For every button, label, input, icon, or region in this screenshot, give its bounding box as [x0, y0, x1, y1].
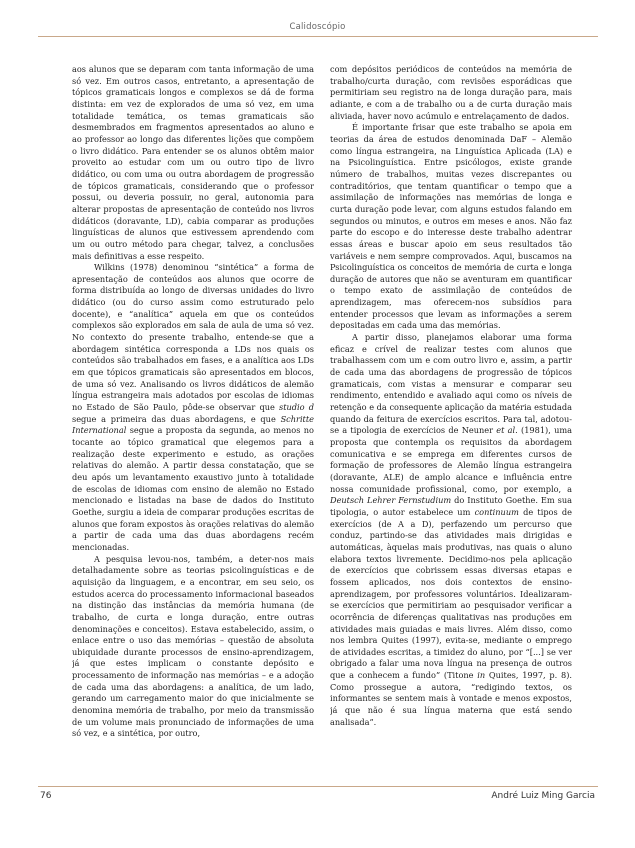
paragraph: aos alunos que se deparam com tanta informação de uma só vez. Em outros casos, entretanto, a apresentação de tópicos gramaticais longos e complexos se dá de forma distinta: em vez de explorados de uma só vez, em uma totalidade temática, os temas gramaticais são desmembrados em fragmentos apresentados ao aluno e ao professor ao longo das diferentes lições que compõem o livro didático. Para entender se os alunos obtêm maior proveito ao estudar com um ou outro tipo de livro didático, ou com uma ou outra abordagem de progressão de tópicos gramaticais, considerando que o professor possui, ou deveria possuir, no geral, autonomia para alterar propostas de apresentação de conteúdo nos livros didáticos (doravante, LD), cabia comparar as produções linguísticas de alunos que estivessem aprendendo com um ou outro método para chegar, talvez, a conclusões mais definitivas a esse respeito.	[72, 64, 314, 261]
text-run: segue a primeira das duas abordagens, e que	[72, 413, 281, 424]
text-run: A partir disso, planejamos elaborar uma forma eficaz e crível de realizar testes com alunos que trabalhassem com um e com outro livro e, assim, a partir de cada uma das abordagens de progressão de tópicos gramaticais, com vistas a mensurar e comparar seu rendimento, entendido e avaliado aqui como os níveis de retenção e da consequente aplicação da matéria estudada quando da feitura de exercícios escritos. Para tal, adotou-se a tipologia de exercícios de Neuner	[330, 332, 572, 436]
running-head: Calidoscópio	[289, 22, 346, 32]
book-title: Schritte International	[72, 413, 314, 436]
footer-rule	[38, 786, 598, 787]
latin-term: et al.	[496, 425, 518, 436]
text-run: (1981), uma proposta que contempla os requisitos da abordagem comunicativa e se emprega em diferentes cursos de formação de professores de Alemão língua estrangeira (doravante, ALE) de amplo alcance e influência entre nossa comunidade profissional, como, por exemplo, a	[330, 425, 572, 494]
page-number: 76	[40, 791, 52, 801]
left-column	[72, 64, 314, 769]
header-rule	[38, 36, 598, 37]
paragraph	[72, 262, 314, 553]
paragraph	[330, 332, 572, 728]
text-run: Quites, 1997, p. 8). Como prossegue a autora, “redigindo textos, os informantes se sentem mais à vontade e menos expostos, já que não é sua língua materna que está sendo analisada”.	[330, 670, 572, 727]
right-column	[330, 64, 572, 769]
book-title: studio d	[279, 402, 314, 413]
paragraph: A pesquisa levou-nos, também, a deter-nos mais detalhadamente sobre as teorias psicolinguísticas e de aquisição da linguagem, e a encontrar, em seu seio, os estudos acerca do processamento informacional baseados na distinção das instâncias da memória humana (de trabalho, de curta e longa duração, entre outras denominações e conceitos). Estava estabelecido, assim, o enlace entre o uso das memórias – questão de absoluta ubiquidade durante processos de ensino-aprendizagem, já que estes implicam o constante depósito e processamento de informação nas memórias – e a adoção de cada uma das abordagens: a analítica, de um lado, gerando um carregamento maior do que inicialmente se denomina memória de trabalho, por meio da transmissão de um volume mais pronunciado de informações de uma só vez, e a sintética, por outro,	[72, 553, 314, 739]
text-run: segue a proposta da segunda, ao menos no tocante ao tópico gramatical que elegemos para a realização deste experimento e estudo, as orações relativas do alemão. A partir dessa constatação, que se deu após um levantamento exaustivo junto à totalidade de escolas de idiomas com ensino de alemão no Estado mencionado e listadas na base de dados do Instituto Goethe, surgiu a ideia de comparar produções escritas de alunos que foram expostos às orações relativas do alemão a partir de cada uma das duas abordagens recém mencionadas.	[72, 425, 314, 552]
footer-author: André Luiz Ming Garcia	[491, 791, 595, 801]
text-run: Wilkins (1978) denominou “sintética” a forma de apresentação de conteúdos aos alunos que ocorre de forma distribuída ao longo de diversas unidades do livro didático (ou do curso assim como estruturado pelo docente), e “analítica” aquela em que os conteúdos complexos são explorados em sala de aula de uma só vez. No contexto do presente trabalho, entende-se que a abordagem sintética corresponda a LDs nos quais os conteúdos são trabalhados em fases, e a analítica aos LDs em que tópicos gramaticais são apresentados em blocos, de uma só vez. Analisando os livros didáticos de alemão língua estrangeira mais adotados por escolas de idiomas no Estado de São Paulo, pôde-se observar que	[72, 262, 314, 413]
text-run: de tipos de exercícios (de A a D), perfazendo um percurso que conduz, partindo-se das atividades mais dirigidas e automáticas, àquelas mais produtivas, nas quais o aluno elabora textos livremente. Decidimo-nos pela aplicação de exercícios que cobrissem essas diversas etapas e fossem aplicados, nos dois contextos de ensino-aprendizagem, por professores voluntários. Idealizaram-se exercícios que permitiriam ao pesquisador verificar a ocorrência de diferenças qualitativas nas produções em atividades mais guiadas e mais livres. Além disso, como nos lembra Quites (1997), evita-se, mediante o emprego de atividades escritas, a timidez do aluno, por “[...] se ver obrigado a falar uma nova língua na presença de outros que a conhecem a fundo” (Titone	[330, 506, 572, 681]
course-title: Deutsch Lehrer Fernstudium	[330, 495, 452, 506]
paragraph: É importante frisar que este trabalho se apoia em teorias da área de estudos denominada DaF – Alemão como língua estrangeira, na Linguística Aplicada (LA) e na Psicolinguística. Entre psicólogos, existe grande número de trabalhos, muitas vezes discrepantes ou contraditórios, que tentam quantificar o tempo que a assimilação de informações nas memórias de longa e curta duração pode levar, com alguns estudos falando em segundos ou minutos, e outros em meses e anos. Não faz parte do escopo e do interesse deste trabalho adentrar essas áreas e buscar apoio em seus resultados tão variáveis e nem sempre comprovados. Aqui, buscamos na Psicolinguística os conceitos de memória de curta e longa duração de autores que não se aventuram em quantificar o tempo exato de assimilação de conteúdos de aprendizagem, mas oferecem-nos subsídios para entender processos que levam as informações a serem depositadas em cada uma das memórias.	[330, 122, 572, 331]
latin-term: in	[477, 670, 486, 681]
text-run: do Instituto Goethe. Em sua tipologia, o autor estabelece um	[330, 495, 572, 517]
latin-term: continuum	[474, 506, 519, 517]
paragraph: com depósitos periódicos de conteúdos na memória de trabalho/curta duração, com revisões esporádicas que permitiriam seu registro na de longa duração para, mais adiante, e com a de trabalho ou a de curta duração mais aliviada, haver novo acúmulo e entrelaçamento de dados.	[330, 64, 572, 121]
